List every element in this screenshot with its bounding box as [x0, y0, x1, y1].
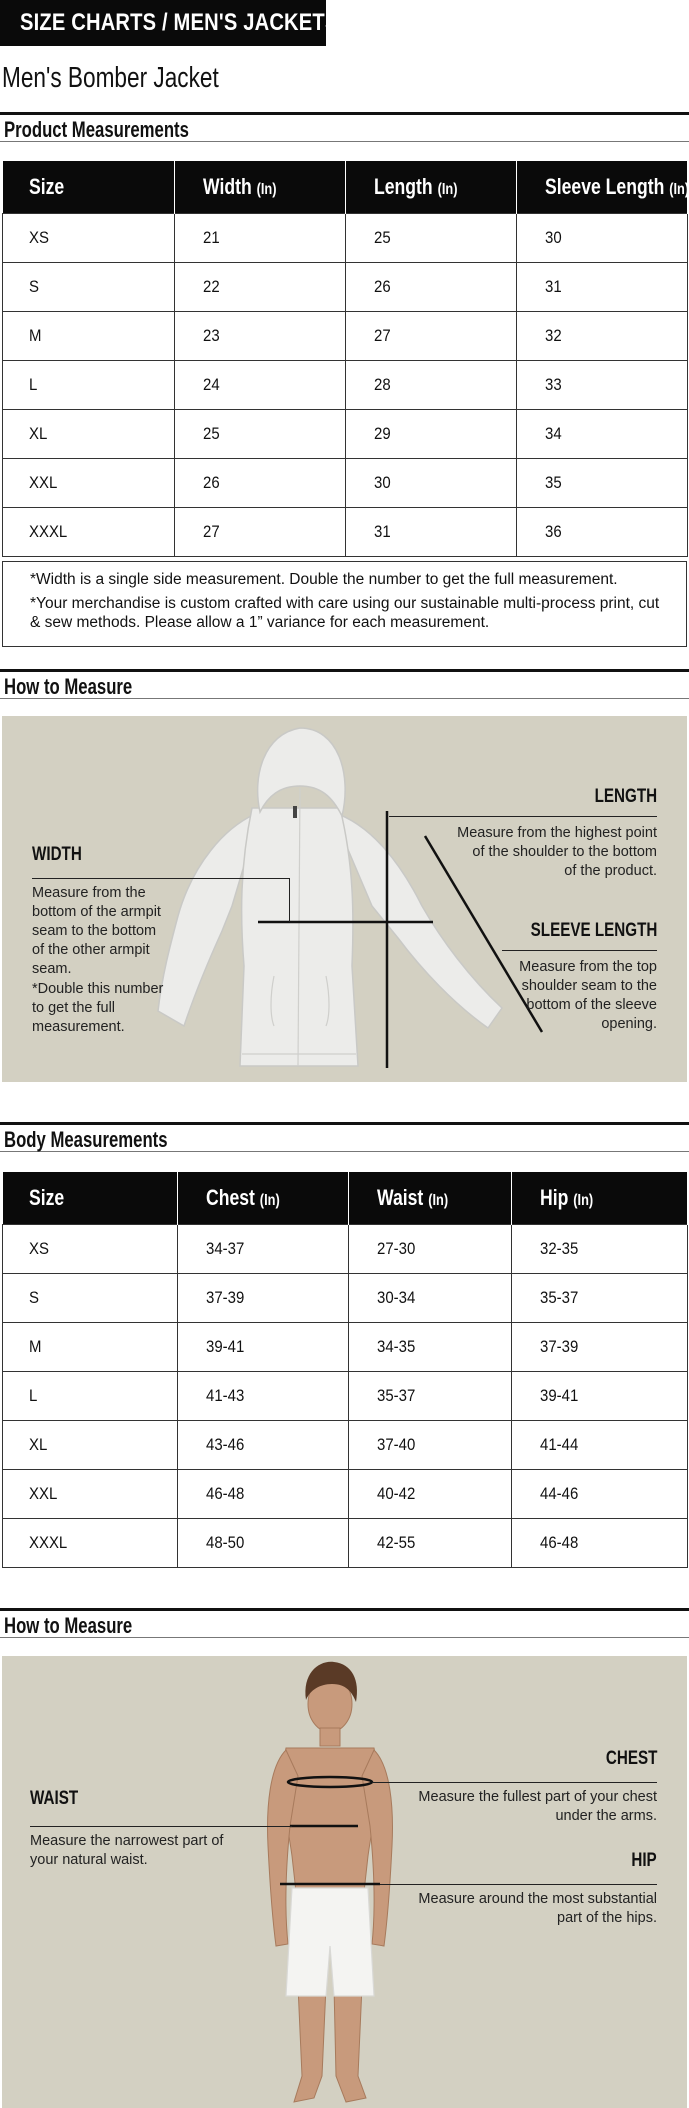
table-cell: 37-40 [349, 1421, 512, 1470]
table-cell: 48-50 [178, 1519, 349, 1568]
table-cell: 33 [517, 361, 688, 410]
table-row [3, 263, 688, 312]
waist-leader-line [30, 1826, 292, 1827]
note-width: *Width is a single side measurement. Double the number to get the full measurement. [30, 571, 618, 588]
section-title: Product Measurements [4, 117, 189, 142]
body-measure-diagram [2, 1656, 687, 2108]
table-cell: XXL [3, 459, 175, 508]
table-cell: 46-48 [178, 1470, 349, 1519]
hip-leader-line [380, 1884, 657, 1885]
table-cell: M [3, 1323, 178, 1372]
body-illustration [2, 1656, 687, 2108]
table-cell: 34-37 [178, 1225, 349, 1274]
page-banner [0, 0, 339, 46]
table-cell: 35-37 [349, 1372, 512, 1421]
hip-label-title: HIP [631, 1850, 657, 1871]
table-cell: 27-30 [349, 1225, 512, 1274]
body-measurements-heading [0, 1122, 689, 1152]
width-label-note: *Double this number to get the full measurement. [32, 981, 164, 1035]
column-header: Waist (In) [349, 1172, 512, 1225]
table-cell: 37-39 [178, 1274, 349, 1323]
table-row [3, 1421, 688, 1470]
table-cell: 30-34 [349, 1274, 512, 1323]
table-cell: 36 [517, 508, 688, 557]
product-title: Men's Bomber Jacket [2, 62, 219, 94]
table-cell: 26 [346, 263, 517, 312]
chest-label-title: CHEST [605, 1748, 657, 1769]
product-measurements-table [2, 161, 688, 557]
table-cell: 32-35 [512, 1225, 688, 1274]
table-cell: 41-43 [178, 1372, 349, 1421]
table-cell: 30 [517, 214, 688, 263]
how-to-measure-body-heading [0, 1608, 689, 1638]
sleeve-length-label-text: Measure from the top shoulder seam to the bottom of the sleeve opening. [519, 959, 657, 1032]
table-cell: 43-46 [178, 1421, 349, 1470]
table-row [3, 410, 688, 459]
table-row [3, 312, 688, 361]
table-cell: XS [3, 214, 175, 263]
column-header: Chest (In) [178, 1172, 349, 1225]
table-cell: XXL [3, 1470, 178, 1519]
length-leader-line [389, 816, 657, 817]
table-cell: 30 [346, 459, 517, 508]
width-leader-line [32, 878, 290, 879]
width-label-text: Measure from the bottom of the armpit seam to the bottom of the other armpit seam. [32, 885, 161, 977]
chest-label-text: Measure the fullest part of your chest under the arms. [418, 1789, 657, 1824]
table-cell: 46-48 [512, 1519, 688, 1568]
table-cell: 26 [175, 459, 346, 508]
section-title: Body Measurements [4, 1127, 168, 1152]
table-cell: L [3, 361, 175, 410]
table-cell: 32 [517, 312, 688, 361]
width-leader-line-vertical [289, 878, 290, 922]
length-label-title: LENGTH [594, 786, 657, 807]
table-cell: XL [3, 410, 175, 459]
table-cell: 44-46 [512, 1470, 688, 1519]
table-row [3, 1372, 688, 1421]
sleeve-leader-line [502, 950, 657, 951]
table-cell: L [3, 1372, 178, 1421]
table-cell: S [3, 263, 175, 312]
table-cell: XXXL [3, 508, 175, 557]
table-cell: XL [3, 1421, 178, 1470]
banner-title: SIZE CHARTS / MEN'S JACKETS [20, 9, 339, 36]
table-row [3, 459, 688, 508]
column-header: Sleeve Length (In) [517, 161, 688, 214]
table-cell: 41-44 [512, 1421, 688, 1470]
body-measurements-table [2, 1172, 688, 1568]
table-cell: XXXL [3, 1519, 178, 1568]
table-cell: 29 [346, 410, 517, 459]
table-row [3, 1519, 688, 1568]
table-cell: M [3, 312, 175, 361]
waist-label-title: WAIST [30, 1788, 79, 1809]
table-cell: 39-41 [178, 1323, 349, 1372]
column-header: Length (In) [346, 161, 517, 214]
column-header: Hip (In) [512, 1172, 688, 1225]
table-cell: 24 [175, 361, 346, 410]
table-row [3, 1274, 688, 1323]
product-measurements-heading [0, 112, 689, 142]
table-cell: XS [3, 1225, 178, 1274]
table-cell: 27 [175, 508, 346, 557]
length-label-text: Measure from the highest point of the shoulder to the bottom of the product. [457, 825, 657, 879]
table-cell: 34 [517, 410, 688, 459]
table-row [3, 1323, 688, 1372]
chest-leader-line [372, 1782, 657, 1783]
column-header: Width (In) [175, 161, 346, 214]
table-cell: 42-55 [349, 1519, 512, 1568]
table-cell: 34-35 [349, 1323, 512, 1372]
table-cell: 25 [175, 410, 346, 459]
table-header-row [3, 161, 688, 214]
note-variance: *Your merchandise is custom crafted with care using our sustainable multi-process print, cut & sew methods. Please allow a 1” variance for each measurement. [30, 595, 660, 631]
table-cell: 27 [346, 312, 517, 361]
sleeve-length-label-title: SLEEVE LENGTH [530, 920, 657, 941]
table-row [3, 508, 688, 557]
table-cell: 28 [346, 361, 517, 410]
section-title: How to Measure [4, 1613, 133, 1638]
jacket-measure-diagram [2, 716, 687, 1082]
table-cell: 39-41 [512, 1372, 688, 1421]
width-label-title: WIDTH [32, 844, 82, 865]
table-cell: 23 [175, 312, 346, 361]
waist-label-text: Measure the narrowest part of your natural waist. [30, 1833, 224, 1868]
table-cell: 37-39 [512, 1323, 688, 1372]
table-row [3, 1225, 688, 1274]
column-header: Size [3, 1172, 178, 1225]
table-cell: 25 [346, 214, 517, 263]
table-cell: 21 [175, 214, 346, 263]
table-cell: 35-37 [512, 1274, 688, 1323]
table-cell: S [3, 1274, 178, 1323]
table-header-row [3, 1172, 688, 1225]
table-row [3, 1470, 688, 1519]
table-row [3, 361, 688, 410]
table-cell: 31 [517, 263, 688, 312]
section-title: How to Measure [4, 674, 133, 699]
table-cell: 35 [517, 459, 688, 508]
column-header: Size [3, 161, 175, 214]
how-to-measure-jacket-heading [0, 669, 689, 699]
table-cell: 40-42 [349, 1470, 512, 1519]
table-cell: 22 [175, 263, 346, 312]
product-notes [2, 561, 687, 647]
table-cell: 31 [346, 508, 517, 557]
hip-label-text: Measure around the most substantial part of the hips. [418, 1891, 657, 1926]
table-row [3, 214, 688, 263]
